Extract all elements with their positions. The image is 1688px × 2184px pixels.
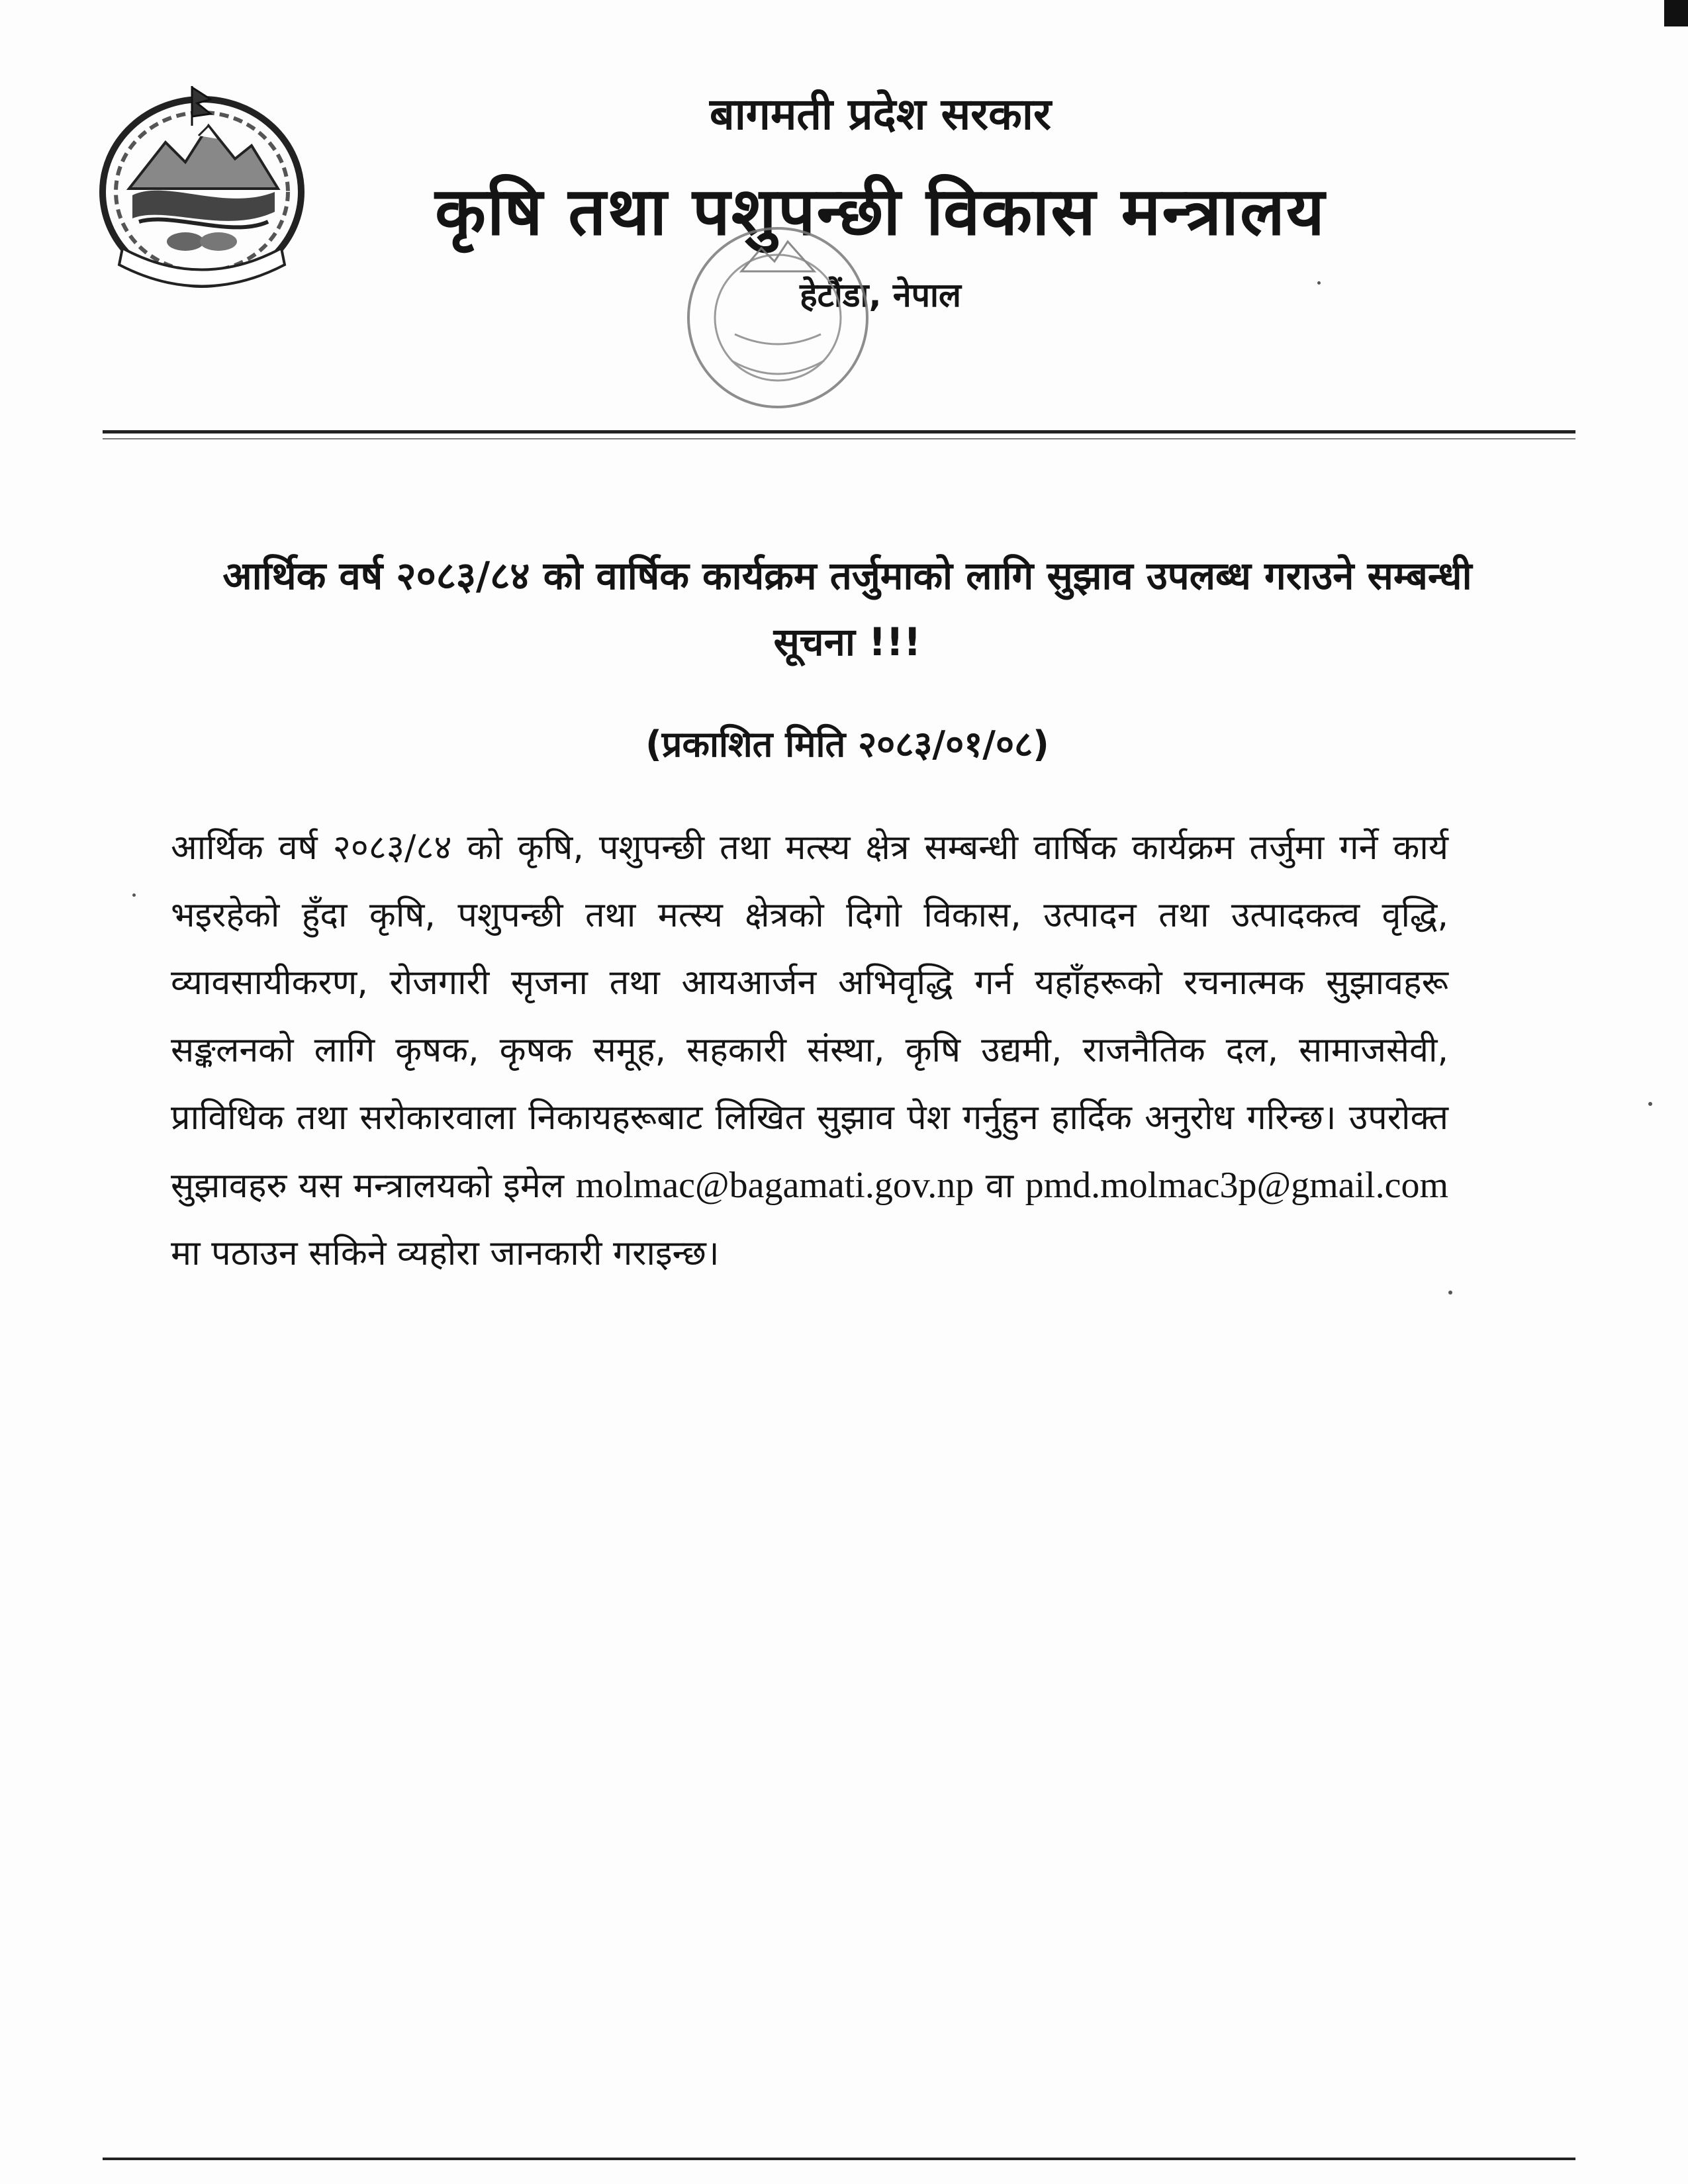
nepal-emblem-icon [93, 79, 311, 298]
ministry-location: हेटौंडा, नेपाल [800, 276, 961, 314]
ministry-name: कृषि तथा पशुपन्छी विकास मन्त्रालय [435, 173, 1326, 250]
notice-body-conjunction: वा [985, 1166, 1014, 1206]
scan-speck [1648, 1102, 1652, 1106]
scan-speck [1448, 1291, 1452, 1295]
email-address-secondary[interactable]: pmd.molmac3p@gmail.com [1025, 1165, 1449, 1206]
footer-divider [103, 2158, 1575, 2160]
email-address-primary[interactable]: molmac@bagamati.gov.np [575, 1165, 974, 1206]
published-date: (प्रकाशित मिति २०८३/०१/०८) [645, 723, 1049, 765]
notice-body-closing: मा पठाउन सकिने व्यहोरा जानकारी गराइन्छ। [171, 1234, 720, 1273]
scan-edge-mark [1664, 0, 1688, 26]
scan-speck [1317, 281, 1321, 285]
header-divider-thin [103, 438, 1575, 439]
notice-body [171, 814, 1448, 1287]
header-divider [103, 430, 1575, 433]
government-name: बागमती प्रदेश सरकार [710, 89, 1051, 140]
ministry-stamp-icon [669, 218, 887, 417]
scan-speck [132, 893, 136, 897]
notice-body-text: आर्थिक वर्ष २०८३/८४ को कृषि, पशुपन्छी तथा मत्स्य क्षेत्र सम्बन्धी वार्षिक कार्यक्रम तर्जुमा गर्ने कार्य भइरहेको हुँदा कृषि, पशुपन्छी तथा मत्स्य क्षेत्रको दिगो विकास, उत्पादन तथा उत्पादकत्व वृद्धि, व्यावसायीकरण, रोजगारी सृजना तथा आयआर्जन अभिवृद्धि गर्न यहाँहरूको रचनात्मक सुझावहरू सङ्कलनको लागि कृषक, कृषक समूह, सहकारी संस्था, कृषि उद्यमी, राजनैतिक दल, सामाजसेवी, प्राविधिक तथा सरोकारवाला निकायहरूबाट लिखित सुझाव पेश गर्नुहुन हार्दिक अनुरोध गरिन्छ। उपरोक्त सुझावहरु यस मन्त्रालयको इमेल [171, 828, 1448, 1206]
notice-title: आर्थिक वर्ष २०८३/८४ को वार्षिक कार्यक्रम तर्जुमाको लागि सुझाव उपलब्ध गराउने सम्बन्धी सूचना !!! [222, 553, 1472, 664]
